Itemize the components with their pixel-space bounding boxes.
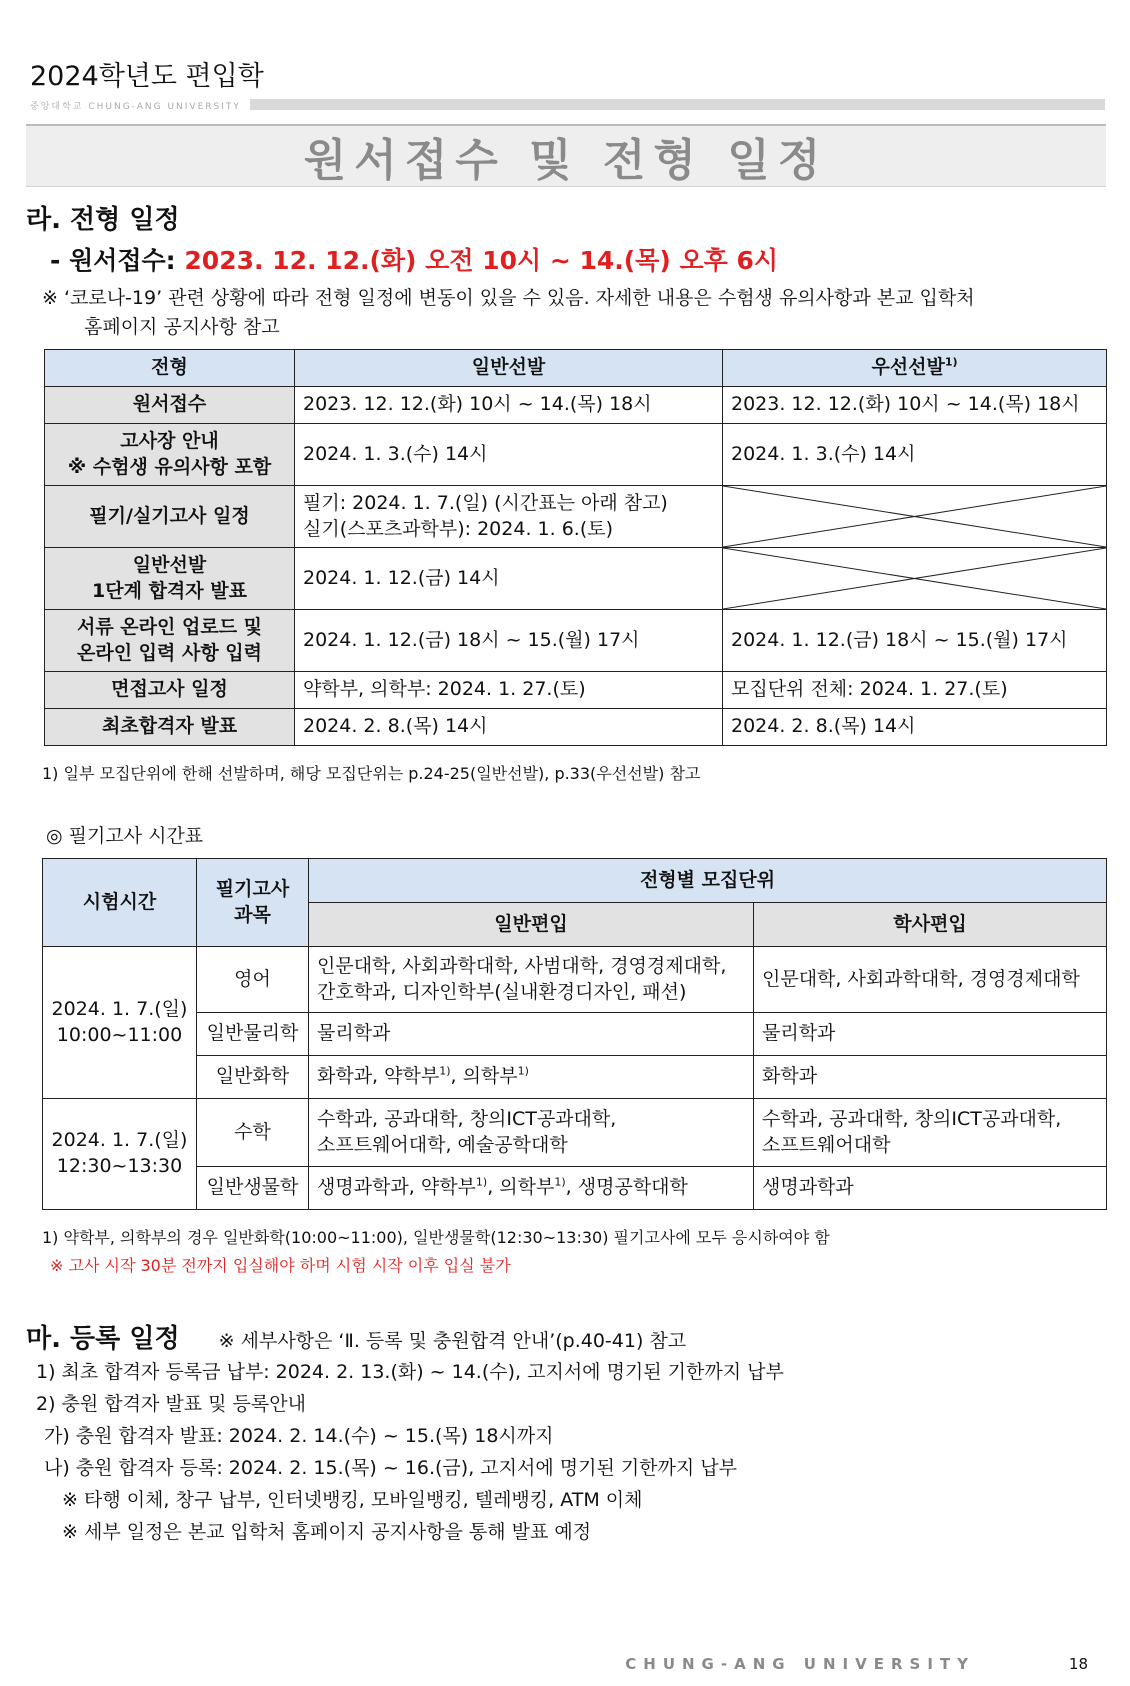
- reg-line-5: ※ 타행 이체, 창구 납부, 인터넷뱅킹, 모바일뱅킹, 텔레뱅킹, ATM 이체: [62, 1489, 643, 1511]
- row-label: 일반선발 1단계 합격자 발표: [45, 548, 295, 610]
- reg-line-3: 가) 충원 합격자 발표: 2024. 2. 14.(수) ~ 15.(목) 18시까지: [44, 1425, 554, 1447]
- timetable-title: ◎ 필기고사 시간표: [46, 825, 204, 847]
- schedule-footnote: 1) 일부 모집단위에 한해 선발하며, 해당 모집단위는 p.24-25(일반선발), p.33(우선선발) 참고: [42, 764, 701, 783]
- table-cell: 모집단위 전체: 2024. 1. 27.(토): [723, 672, 1107, 709]
- apply-period-line: [50, 241, 778, 277]
- header-bar: [250, 99, 1105, 110]
- row-label: 최초합격자 발표: [45, 709, 295, 746]
- schedule-header-type: 전형: [45, 350, 295, 387]
- table-cell: 2024. 2. 8.(목) 14시: [723, 709, 1107, 746]
- table-cell: 인문대학, 사회과학대학, 사범대학, 경영경제대학, 간호학과, 디자인학부(실내환경디자인, 패션): [309, 947, 754, 1013]
- not-applicable-cell: [723, 548, 1107, 610]
- table-cell: 2024. 2. 8.(목) 14시: [295, 709, 723, 746]
- timetable-header-subject: 필기고사 과목: [197, 859, 309, 947]
- reg-line-1: 1) 최초 합격자 등록금 납부: 2024. 2. 13.(화) ~ 14.(수), 고지서에 명기된 기한까지 납부: [36, 1361, 784, 1383]
- timetable-header-time: 시험시간: [43, 859, 197, 947]
- table-cell: 화학과: [754, 1056, 1107, 1099]
- table-cell: 필기: 2024. 1. 7.(일) (시간표는 아래 참고) 실기(스포츠과학부): 2024. 1. 6.(토): [295, 486, 723, 548]
- reg-line-6: ※ 세부 일정은 본교 입학처 홈페이지 공지사항을 통해 발표 예정: [62, 1521, 592, 1543]
- row-label: 고사장 안내 ※ 수험생 유의사항 포함: [45, 424, 295, 486]
- not-applicable-cell: [723, 486, 1107, 548]
- timetable-header-general: 일반편입: [309, 903, 754, 947]
- timetable-header-bachelor: 학사편입: [754, 903, 1107, 947]
- table-cell: 수학과, 공과대학, 창의ICT공과대학, 소프트웨어대학, 예술공학대학: [309, 1099, 754, 1167]
- schedule-header-priority: 우선선발$^{1)}$: [723, 350, 1107, 387]
- table-cell: 수학과, 공과대학, 창의ICT공과대학, 소프트웨어대학: [754, 1099, 1107, 1167]
- banner-title: 원서접수 및 전형 일정: [303, 135, 829, 186]
- table-cell: 2024. 1. 12.(금) 14시: [295, 548, 723, 610]
- header-title: 2024학년도 편입학: [30, 61, 264, 92]
- table-cell: 인문대학, 사회과학대학, 경영경제대학: [754, 947, 1107, 1013]
- exam-timetable: [42, 858, 1107, 1210]
- subject-cell: 수학: [197, 1099, 309, 1167]
- subject-cell: 영어: [197, 947, 309, 1013]
- entry-warning: ※ 고사 시작 30분 전까지 입실해야 하며 시험 시작 이후 입실 불가: [50, 1256, 511, 1275]
- footer-university: CHUNG-ANG UNIVERSITY: [625, 1655, 975, 1673]
- section-ma-ref: ※ 세부사항은 ‘Ⅱ. 등록 및 충원합격 안내’(p.40-41) 참고: [218, 1330, 687, 1352]
- table-cell: 물리학과: [309, 1013, 754, 1056]
- timetable-header-units: 전형별 모집단위: [309, 859, 1107, 903]
- table-cell: 약학부, 의학부: 2024. 1. 27.(토): [295, 672, 723, 709]
- table-cell: 생명과학과, 약학부$^{1)}$, 의학부$^{1)}$, 생명공학대학: [309, 1167, 754, 1210]
- schedule-table: [44, 349, 1107, 746]
- reg-line-4: 나) 충원 합격자 등록: 2024. 2. 15.(목) ~ 16.(금), 고지서에 명기된 기한까지 납부: [44, 1457, 737, 1479]
- page-number: 18: [1068, 1655, 1088, 1673]
- covid-note-1: ※ ‘코로나-19’ 관련 상황에 따라 전형 일정에 변동이 있을 수 있음. 자세한 내용은 수험생 유의사항과 본교 입학처: [42, 287, 975, 309]
- page-banner: [26, 124, 1106, 187]
- table-cell: 2023. 12. 12.(화) 10시 ~ 14.(목) 18시: [295, 387, 723, 424]
- timetable-footnote: 1) 약학부, 의학부의 경우 일반화학(10:00~11:00), 일반생물학(12:30~13:30) 필기고사에 모두 응시하여야 함: [42, 1228, 830, 1247]
- table-cell: 2024. 1. 3.(수) 14시: [295, 424, 723, 486]
- table-cell: 2024. 1. 12.(금) 18시 ~ 15.(월) 17시: [723, 610, 1107, 672]
- time-slot-1: 2024. 1. 7.(일) 10:00~11:00: [43, 947, 197, 1099]
- row-label: 면접고사 일정: [45, 672, 295, 709]
- table-cell: 물리학과: [754, 1013, 1107, 1056]
- row-label: 서류 온라인 업로드 및 온라인 입력 사항 입력: [45, 610, 295, 672]
- apply-label: - 원서접수:: [50, 246, 176, 275]
- schedule-header-general: 일반선발: [295, 350, 723, 387]
- section-ra-title: 라. 전형 일정: [26, 205, 180, 235]
- section-ma-title: 마. 등록 일정: [26, 1324, 180, 1354]
- time-slot-2: 2024. 1. 7.(일) 12:30~13:30: [43, 1099, 197, 1210]
- table-cell: 2024. 1. 3.(수) 14시: [723, 424, 1107, 486]
- table-cell: 2023. 12. 12.(화) 10시 ~ 14.(목) 18시: [723, 387, 1107, 424]
- subject-cell: 일반생물학: [197, 1167, 309, 1210]
- table-cell: 2024. 1. 12.(금) 18시 ~ 15.(월) 17시: [295, 610, 723, 672]
- apply-period: 2023. 12. 12.(화) 오전 10시 ~ 14.(목) 오후 6시: [184, 246, 779, 275]
- subject-cell: 일반화학: [197, 1056, 309, 1099]
- row-label: 원서접수: [45, 387, 295, 424]
- subject-cell: 일반물리학: [197, 1013, 309, 1056]
- table-cell: 화학과, 약학부$^{1)}$, 의학부$^{1)}$: [309, 1056, 754, 1099]
- section-ma-header: [26, 1318, 686, 1355]
- univ-small-logo: 중앙대학교 CHUNG-ANG UNIVERSITY: [30, 102, 241, 112]
- table-cell: 생명과학과: [754, 1167, 1107, 1210]
- reg-line-2: 2) 충원 합격자 발표 및 등록안내: [36, 1393, 306, 1415]
- covid-note-2: 홈페이지 공지사항 참고: [84, 316, 280, 338]
- row-label: 필기/실기고사 일정: [45, 486, 295, 548]
